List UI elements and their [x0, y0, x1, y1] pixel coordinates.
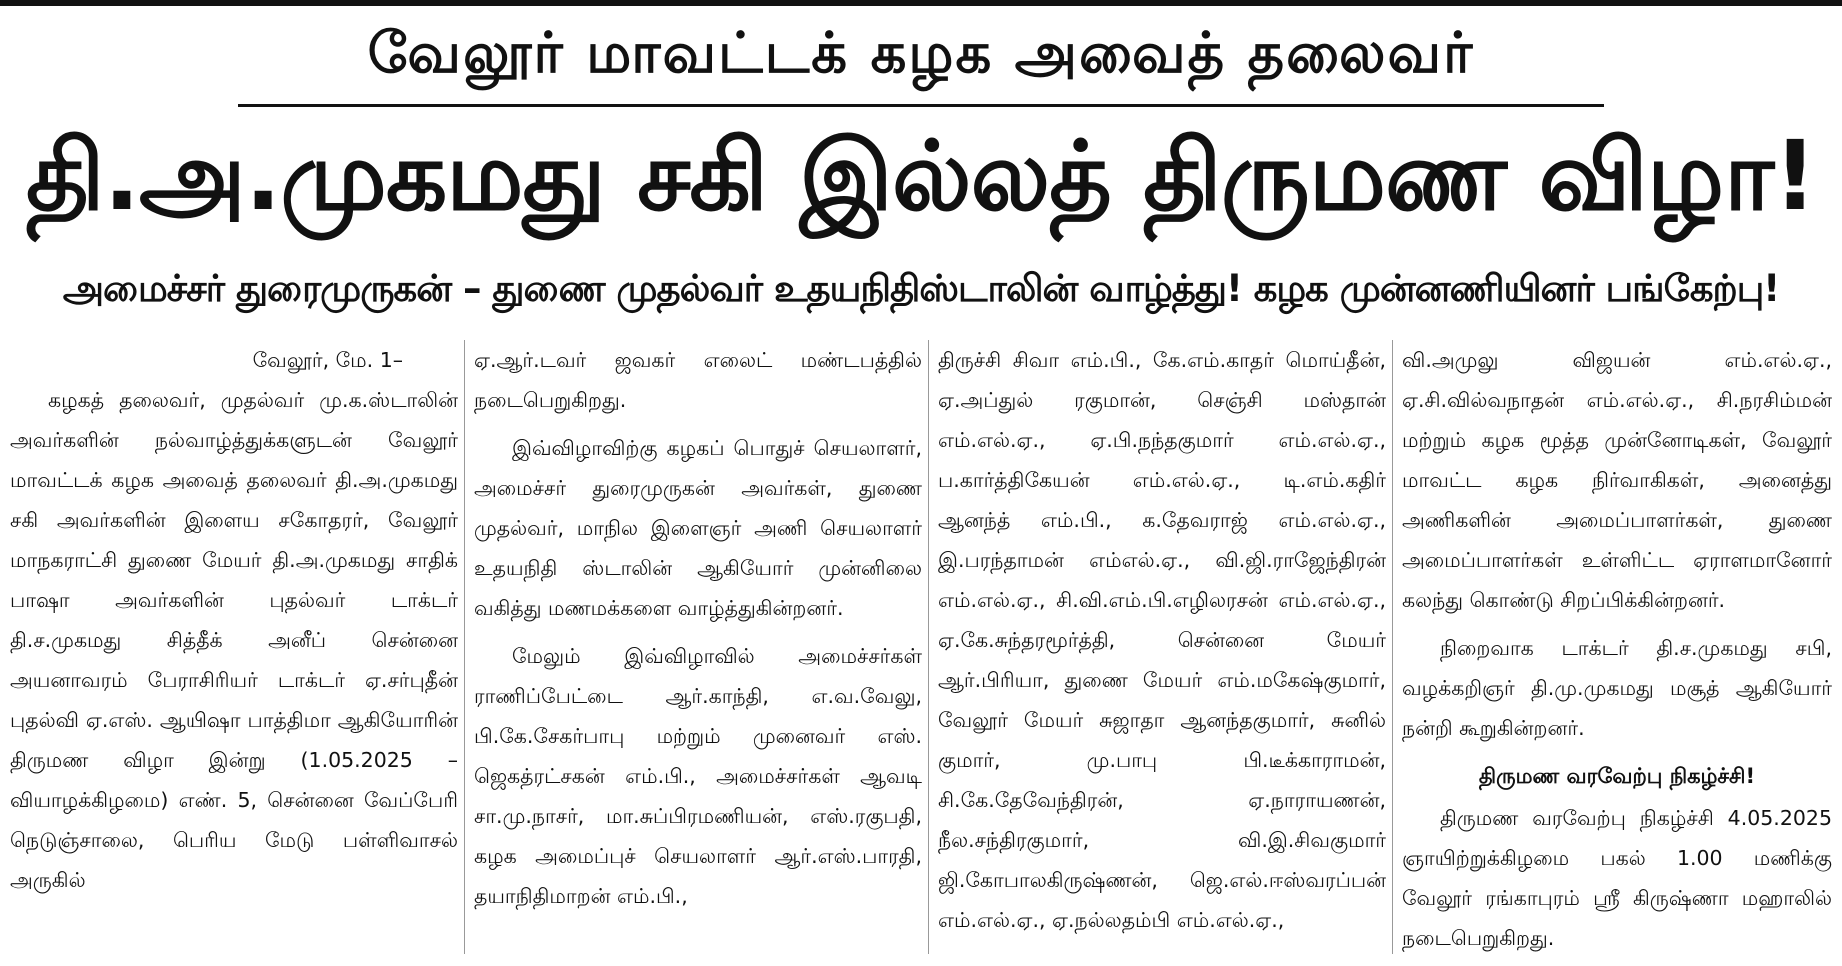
article-column-4: [1402, 340, 1832, 966]
column-2-paragraph-1: ஏ.ஆர்.டவர் ஜவகர் எலைட் மண்டபத்தில் நடைபெறுகிறது.: [474, 348, 922, 412]
column-1-paragraph-1: கழகத் தலைவர், முதல்வர் மு.க.ஸ்டாலின் அவர்களின் நல்வாழ்த்துக்களுடன் வேலூர் மாவட்டக் கழக அவைத் தலைவர் தி.அ.முகமது சகி அவர்களின் இளைய சகோதரர், வேலூர் மாநகராட்சி துணை மேயர் தி.அ.முகமது சாதிக் பாஷா அவர்களின் புதல்வர் டாக்டர் தி.ச.முகமது சித்தீக் அனீப் சென்னை அயனாவரம் பேராசிரியர் டாக்டர் ஏ.சர்புதீன் புதல்வி ஏ.எஸ். ஆயிஷா பாத்திமா ஆகியோரின் திருமண விழா இன்று (1.05.2025 – வியாழக்கிழமை) எண். 5, சென்னை வேப்பேரி நெடுஞ்சாலை, பெரிய மேடு பள்ளிவாசல் அருகில்: [10, 388, 458, 892]
column-3-paragraph-1: திருச்சி சிவா எம்.பி., கே.எம்.காதர் மொய்தீன், ஏ.அப்துல் ரகுமான், செஞ்சி மஸ்தான் எம்.எல்.ஏ., ஏ.பி.நந்தகுமார் எம்.எல்.ஏ., ப.கார்த்திகேயன் எம்.எல்.ஏ., டி.எம்.கதிர் ஆனந்த் எம்.பி., க.தேவராஜ் எம்.எல்.ஏ., இ.பரந்தாமன் எம்எல்.ஏ., வி.ஜி.ராஜேந்திரன் எம்.எல்.ஏ., சி.வி.எம்.பி.எழிலரசன் எம்.எல்.ஏ., ஏ.கே.சுந்தரமூர்த்தி, சென்னை மேயர் ஆர்.பிரியா, துணை மேயர் எம்.மகேஷ்குமார், வேலூர் மேயர் சுஜாதா ஆனந்தகுமார், சுனில் குமார், மு.பாபு பி.டீக்காராமன், சி.கே.தேவேந்திரன், ஏ.நாராயணன், நீல.சந்திரகுமார், வி.இ.சிவகுமார் ஜி.கோபாலகிருஷ்ணன், ஜெ.எல்.ஈஸ்வரப்பன் எம்.எல்.ஏ., ஏ.நல்லதம்பி எம்.எல்.ஏ.,: [938, 348, 1386, 932]
main-headline: தி.அ.முகமது சகி இல்லத் திருமண விழா!: [26, 120, 1816, 232]
subheadline: அமைச்சர் துரைமுருகன் – துணை முதல்வர் உதயநிதிஸ்டாலின் வாழ்த்து! கழக முன்னணியினர் பங்கேற்பு!: [62, 267, 1780, 310]
column-2-paragraph-2: இவ்விழாவிற்கு கழகப் பொதுச் செயலாளர், அமைச்சர் துரைமுருகன் அவர்கள், துணை முதல்வர், மாநில இளைஞர் அணி செயலாளர் உதயநிதி ஸ்டாலின் ஆகியோர் முன்னிலை வகித்து மணமக்களை வாழ்த்துகின்றனர்.: [474, 436, 922, 620]
top-border-rule: [0, 0, 1842, 6]
article-column-2: [474, 340, 922, 924]
kicker-underline-rule: [238, 104, 1604, 107]
column-4-paragraph-1: வி.அமுலு விஜயன் எம்.எல்.ஏ., ஏ.சி.வில்வநாதன் எம்.எல்.ஏ., சி.நரசிம்மன் மற்றும் கழக மூத்த முன்னோடிகள், வேலூர் மாவட்ட கழக நிர்வாகிகள், அனைத்து அணிகளின் அமைப்பாளர்கள், துணை அமைப்பாளர்கள் உள்ளிட்ட ஏராளமானோர் கலந்து கொண்டு சிறப்பிக்கின்றனர்.: [1402, 348, 1832, 612]
column-4-paragraph-2: நிறைவாக டாக்டர் தி.ச.முகமது சபி, வழக்கறிஞர் தி.மு.முகமது மசூத் ஆகியோர் நன்றி கூறுகின்றனர்.: [1402, 636, 1832, 740]
reception-subheading: திருமண வரவேற்பு நிகழ்ச்சி!: [1478, 764, 1756, 788]
column-2-paragraph-3: மேலும் இவ்விழாவில் அமைச்சர்கள் ராணிப்பேட்டை ஆர்.காந்தி, எ.வ.வேலு, பி.கே.சேகர்பாபு மற்றும் முனைவர் எஸ். ஜெகத்ரட்சகன் எம்.பி., அமைச்சர்கள் ஆவடி சா.மு.நாசர், மா.சுப்பிரமணியன், எஸ்.ரகுபதி, கழக அமைப்புச் செயலாளர் ஆர்.எஸ்.பாரதி, தயாநிதிமாறன் எம்.பி.,: [474, 644, 922, 908]
kicker-heading: வேலூர் மாவட்டக் கழக அவைத் தலைவர்: [367, 21, 1475, 86]
column-divider-2: [928, 340, 929, 954]
column-4-paragraph-3: திருமண வரவேற்பு நிகழ்ச்சி 4.05.2025 ஞாயிற்றுக்கிழமை பகல் 1.00 மணிக்கு வேலூர் ரங்காபுரம் ஸ்ரீ கிருஷ்ணா மஹாலில் நடைபெறுகிறது.: [1402, 806, 1832, 950]
column-divider-3: [1392, 340, 1393, 954]
column-divider-1: [464, 340, 465, 954]
article-column-1: [10, 340, 458, 908]
article-column-3: [938, 340, 1386, 948]
dateline: வேலூர், மே. 1–: [252, 348, 403, 372]
